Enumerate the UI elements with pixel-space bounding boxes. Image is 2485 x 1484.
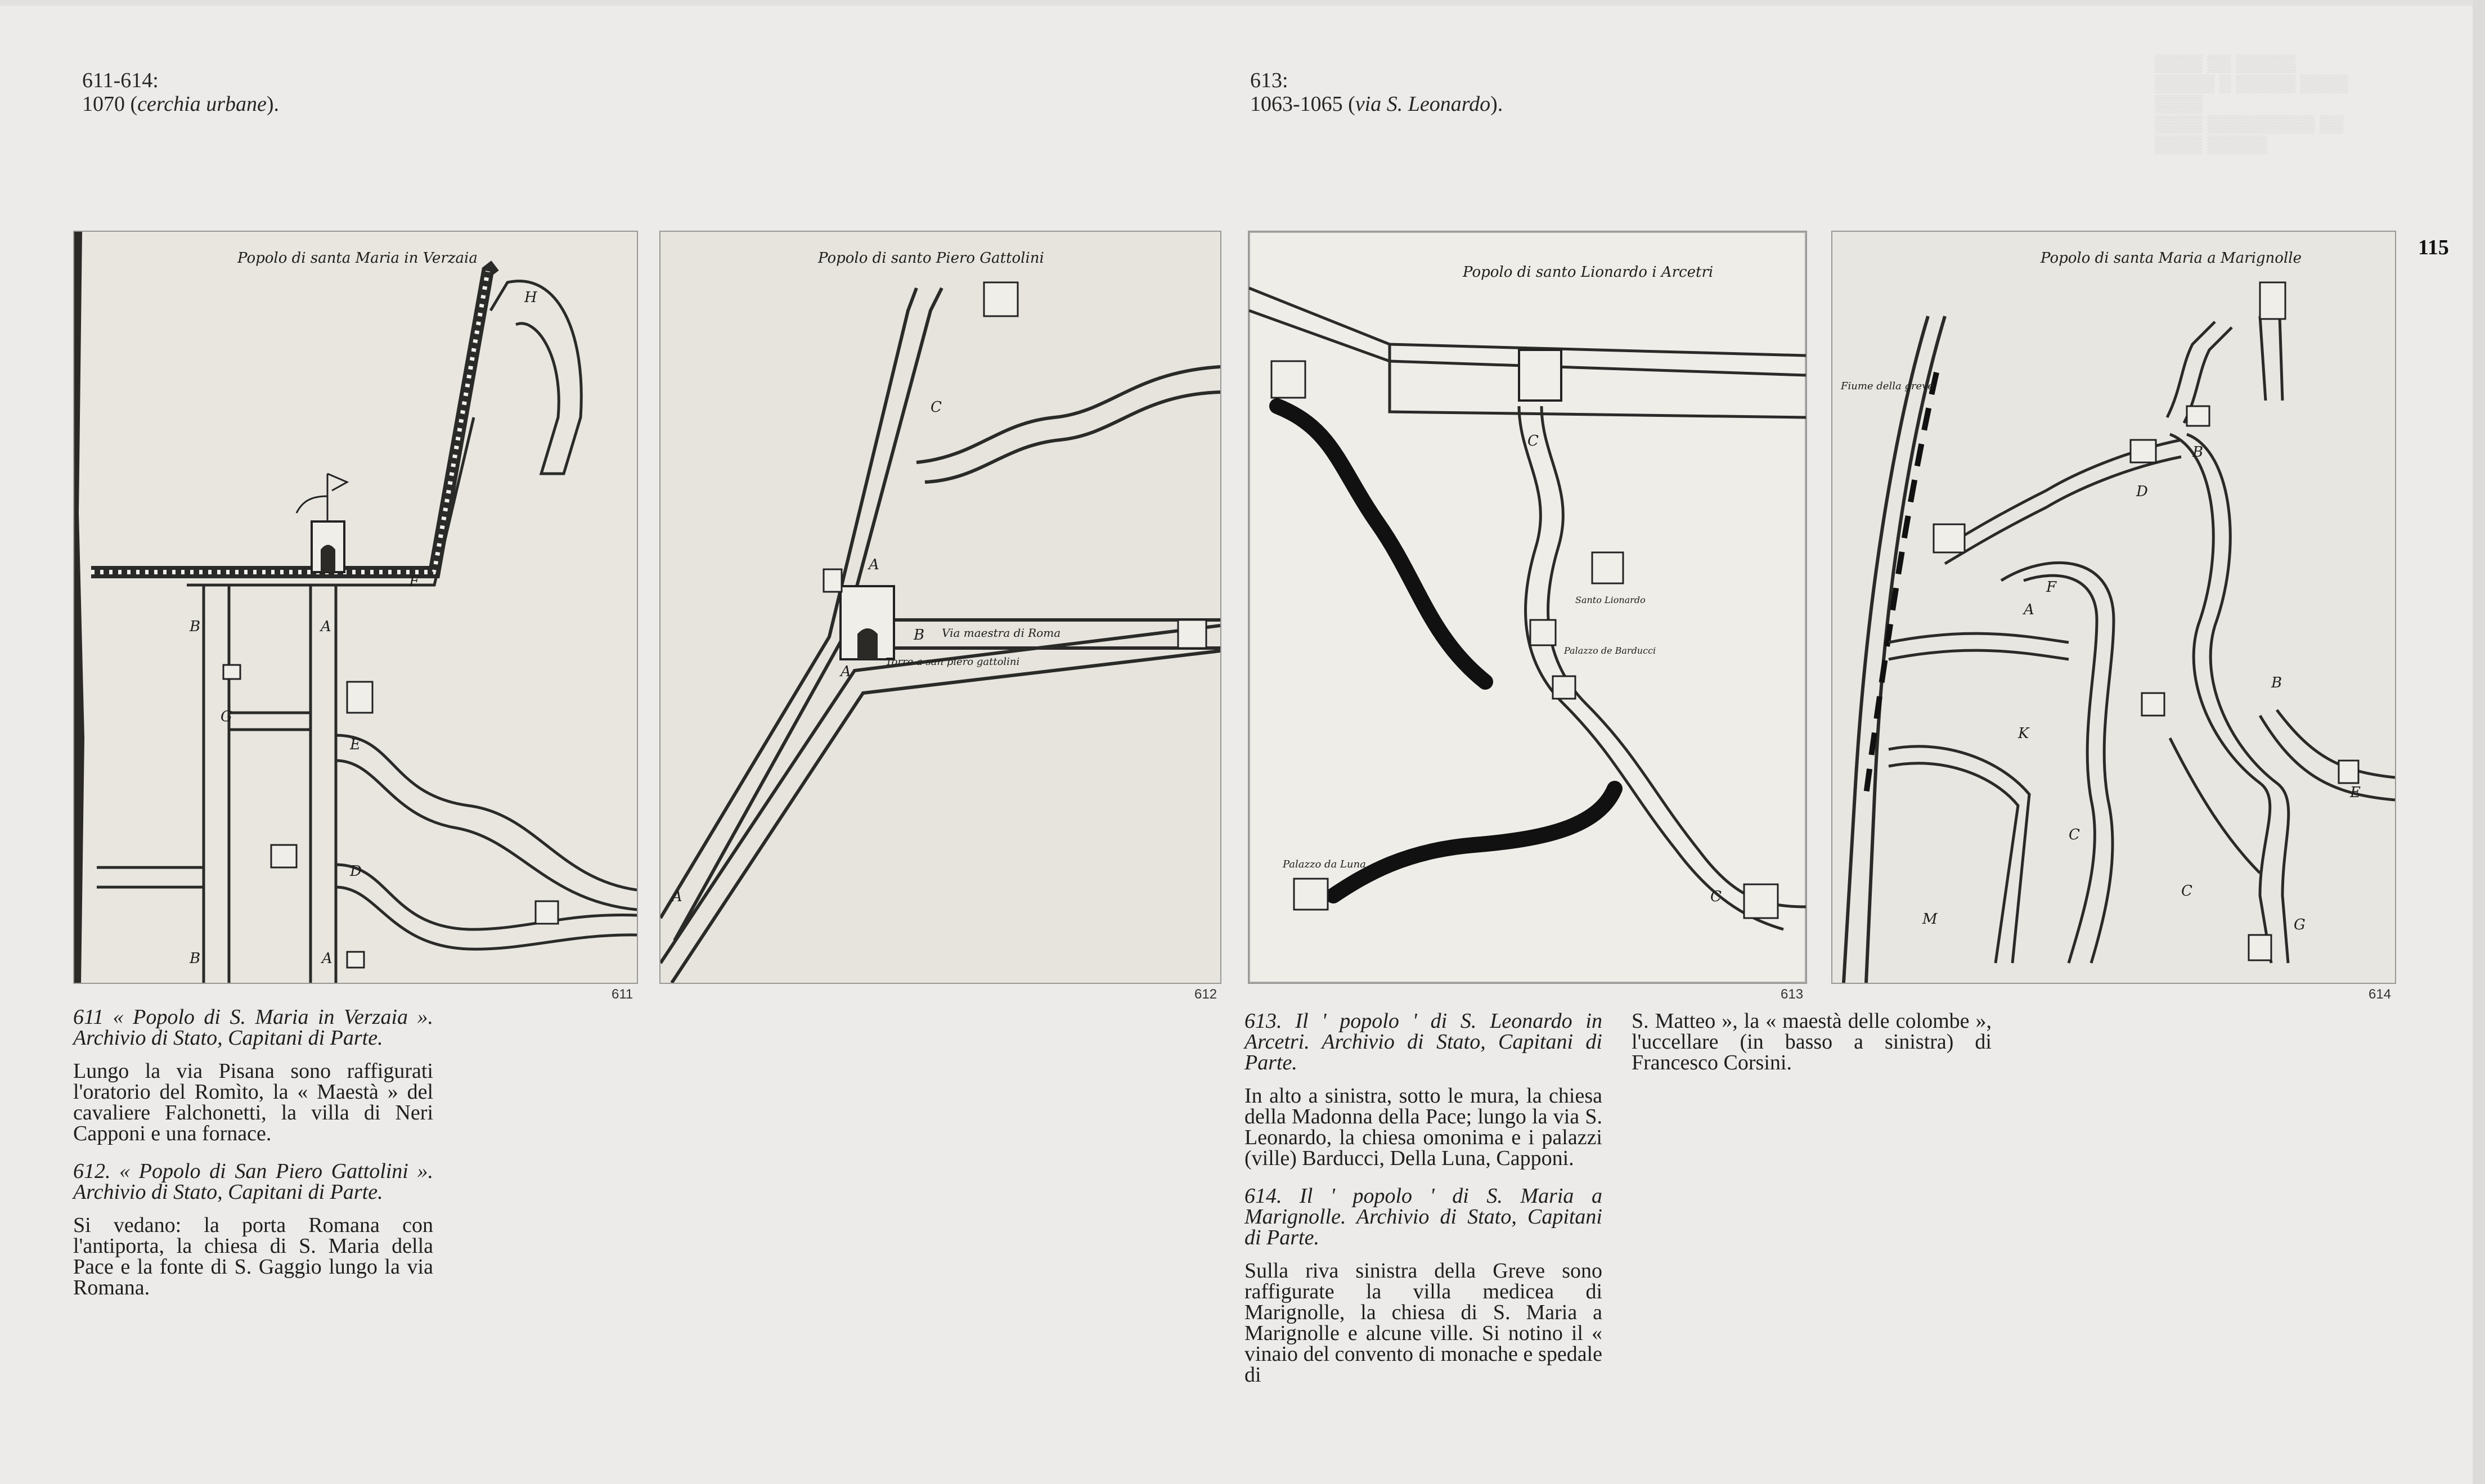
page-top-edge bbox=[0, 0, 2485, 6]
caption-614-continuation: S. Matteo », la « maestà delle colombe », l'uccellare (in basso a sinistra) di Francesco Corsini. bbox=[1632, 1009, 1992, 1074]
map-614-letter: F bbox=[2046, 579, 2057, 596]
map-611-title: Popolo di santa Maria in Verzaia bbox=[237, 250, 478, 267]
map-611-letter: G bbox=[221, 708, 232, 725]
map-614-letter: M bbox=[1922, 911, 1938, 928]
map-613-drawing bbox=[1249, 232, 1806, 983]
show-through-text: ▒▒▒▒ ▒▒ ▒▒▒▒▒ ▒▒▒▒▒ ▒ ▒▒▒▒▒ ▒▒▒▒ ▒▒▒▒ ▒▒▒▒ ▒▒▒▒▒▒▒▒▒ ▒▒ ▒▒▒▒ ▒▒▒▒▒ bbox=[2155, 54, 2348, 154]
caption-611-title: 611 « Popolo di S. Maria in Verzaia ». Archivio di Stato, Capitani di Parte. bbox=[73, 1005, 433, 1050]
caption-613-body: In alto a sinistra, sotto le mura, la chiesa della Madonna della Pace; lungo la via S. Leonardo, la chiesa omonima e i palazzi (ville) Barducci, Della Luna, Capponi. bbox=[1244, 1084, 1602, 1170]
caption-614-title: 614. Il ' popolo ' di S. Maria a Marignolle. Archivio di Stato, Capitani di Parte. bbox=[1244, 1184, 1602, 1249]
map-614-river-label: Fiume della greve bbox=[1841, 380, 1934, 392]
map-614-letter: E bbox=[2350, 784, 2361, 801]
map-613-title: Popolo di santo Lionardo i Arcetri bbox=[1463, 264, 1714, 281]
map-612-road-label: Via maestra di Roma bbox=[942, 626, 1061, 640]
map-611-letter: B bbox=[190, 618, 201, 635]
caption-column-left bbox=[73, 1007, 433, 1315]
map-613-letter: C bbox=[1527, 433, 1539, 449]
map-611-drawing bbox=[74, 232, 637, 983]
map-612-letter: A bbox=[869, 556, 879, 573]
map-614-letter: C bbox=[2181, 883, 2192, 900]
header-left-line2: 1070 (cerchia urbane). bbox=[82, 92, 280, 116]
header-right bbox=[1250, 69, 1503, 116]
header-left bbox=[82, 69, 279, 116]
map-611-letter: F bbox=[409, 573, 420, 590]
map-614-letter: A bbox=[2024, 601, 2034, 618]
map-614-letter: C bbox=[2069, 826, 2080, 843]
header-left-line1: 611-614: bbox=[82, 69, 159, 92]
page-gutter-shadow bbox=[2473, 0, 2485, 1484]
plate-number-611: 611 bbox=[612, 987, 633, 1002]
map-611-letter: A bbox=[322, 950, 332, 967]
plate-612-map bbox=[659, 231, 1221, 984]
map-611-letter: A bbox=[321, 618, 331, 635]
caption-613-title: 613. Il ' popolo ' di S. Leonardo in Arcetri. Archivio di Stato, Capitani di Parte. bbox=[1244, 1009, 1602, 1074]
caption-column-middle bbox=[1244, 1011, 1602, 1402]
map-612-letter: B bbox=[914, 627, 925, 644]
plate-number-612: 612 bbox=[1194, 987, 1217, 1002]
plate-number-614: 614 bbox=[2369, 987, 2392, 1002]
map-614-letter: B bbox=[2192, 444, 2204, 461]
caption-612-title: 612. « Popolo di San Piero Gattolini ». Archivio di Stato, Capitani di Parte. bbox=[73, 1159, 433, 1204]
map-614-title: Popolo di santa Maria a Marignolle bbox=[2041, 250, 2302, 267]
header-right-line1: 613: bbox=[1250, 69, 1288, 92]
map-611-letter: D bbox=[350, 863, 362, 880]
map-614-letter: K bbox=[2018, 725, 2029, 742]
map-613-label: Santo Lionardo bbox=[1575, 595, 1646, 605]
header-right-line2: 1063-1065 (via S. Leonardo). bbox=[1250, 92, 1503, 116]
caption-614-body: Sulla riva sinistra della Greve sono raffigurate la villa medicea di Marignolle, la chiesa di S. Maria a Marignolle e alcune ville. Si notino il « vinaio del convento di monache e spedale di bbox=[1244, 1259, 1602, 1387]
map-612-road-label: Torre a san piero gattolini bbox=[886, 656, 1020, 668]
page-number: 115 bbox=[2418, 236, 2449, 259]
map-612-letter: A bbox=[672, 888, 682, 905]
map-614-letter: G bbox=[2294, 916, 2306, 933]
plate-number-613: 613 bbox=[1781, 987, 1804, 1002]
map-611-letter: B bbox=[190, 950, 201, 967]
map-612-letter: C bbox=[931, 399, 942, 416]
map-614-drawing bbox=[1832, 232, 2395, 983]
map-612-drawing bbox=[660, 232, 1220, 983]
plate-613-map bbox=[1248, 231, 1807, 984]
map-612-letter: A bbox=[841, 663, 851, 680]
map-611-letter: E bbox=[350, 736, 361, 753]
map-614-letter: B bbox=[2271, 674, 2282, 691]
map-611-letter: H bbox=[524, 289, 537, 306]
plate-614-map bbox=[1831, 231, 2396, 984]
caption-column-right bbox=[1632, 1011, 1992, 1090]
caption-612-body: Si vedano: la porta Romana con l'antiporta, la chiesa di S. Maria della Pace e la fonte di S. Gaggio lungo la via Romana. bbox=[73, 1213, 433, 1299]
caption-611-body: Lungo la via Pisana sono raffigurati l'oratorio del Romìto, la « Maestà » del cavaliere Falchonetti, la villa di Neri Capponi e una fornace. bbox=[73, 1059, 433, 1145]
map-613-label: Palazzo da Luna bbox=[1283, 858, 1366, 870]
map-612-title: Popolo di santo Piero Gattolini bbox=[818, 250, 1044, 267]
map-613-label: Palazzo de Barducci bbox=[1564, 645, 1656, 656]
map-614-letter: D bbox=[2136, 483, 2148, 500]
map-613-letter: C bbox=[1710, 888, 1722, 905]
plate-611-map bbox=[73, 231, 638, 984]
